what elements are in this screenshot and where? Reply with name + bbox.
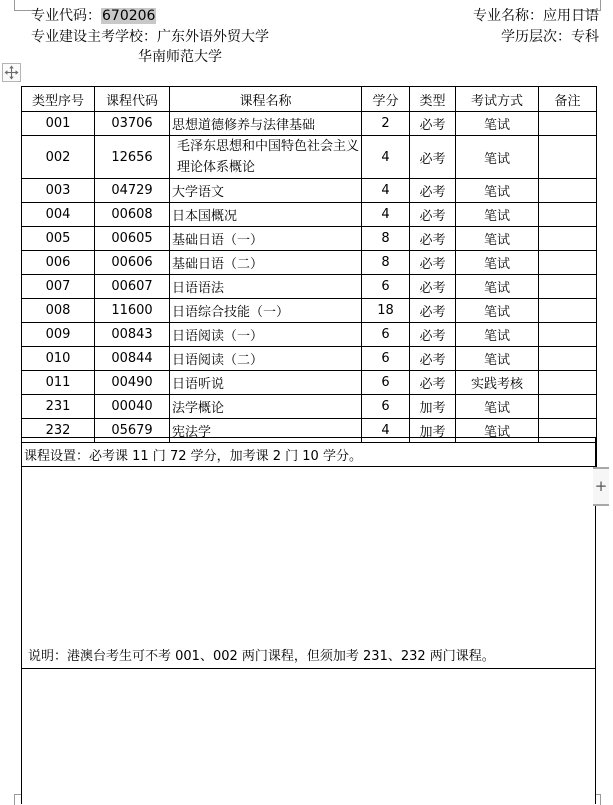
table-row: [22, 323, 597, 347]
cell-seq: 004: [22, 203, 95, 227]
cell-seq: 231: [22, 395, 95, 419]
cell-name: 日本国概况: [170, 203, 362, 227]
cell-credit: 4: [362, 136, 410, 179]
cell-type: 必考: [410, 299, 456, 323]
education-level-label: 学历层次：: [501, 29, 571, 45]
cell-seq: 232: [22, 419, 95, 443]
cell-type: 必考: [410, 179, 456, 203]
cell-name: 法学概论: [170, 395, 362, 419]
table-row: [22, 251, 597, 275]
col-header-name: 课程名称: [170, 87, 362, 112]
cell-credit: 6: [362, 275, 410, 299]
education-level-value: 专科: [571, 29, 599, 45]
cell-seq: 008: [22, 299, 95, 323]
cell-seq: 005: [22, 227, 95, 251]
cell-type: 必考: [410, 323, 456, 347]
cell-credit: 6: [362, 371, 410, 395]
cell-type: 必考: [410, 227, 456, 251]
course-table-body: [22, 112, 597, 443]
cell-seq: 010: [22, 347, 95, 371]
cell-type: 必考: [410, 347, 456, 371]
table-row: [22, 299, 597, 323]
move-cross-icon: [3, 64, 20, 81]
col-header-note: 备注: [539, 87, 597, 112]
major-code-value[interactable]: 670206: [102, 8, 156, 24]
table-row: [22, 395, 597, 419]
course-table-header-row: [22, 87, 597, 112]
cell-name: 基础日语（二）: [170, 251, 362, 275]
course-table-foot: [22, 443, 597, 467]
cell-type: 必考: [410, 136, 456, 179]
col-header-exam: 考试方式: [456, 87, 539, 112]
cell-type: 必考: [410, 275, 456, 299]
cell-credit: 8: [362, 251, 410, 275]
major-name-value: 应用日语: [543, 8, 599, 24]
cell-note: [539, 203, 597, 227]
cell-name: 大学语文: [170, 179, 362, 203]
cell-seq: 002: [22, 136, 95, 179]
cell-code: 00843: [95, 323, 170, 347]
cell-exam: 笔试: [456, 347, 539, 371]
cell-credit: 8: [362, 227, 410, 251]
cell-code: 05679: [95, 419, 170, 443]
course-table-head: [22, 87, 597, 112]
cell-note: [539, 299, 597, 323]
course-table-wrapper: [21, 86, 596, 467]
cell-seq: 006: [22, 251, 95, 275]
cell-type: 加考: [410, 395, 456, 419]
cell-exam: 笔试: [456, 203, 539, 227]
cell-credit: 4: [362, 203, 410, 227]
cell-exam: 笔试: [456, 112, 539, 136]
cell-seq: 003: [22, 179, 95, 203]
cell-note: [539, 371, 597, 395]
cell-code: 00844: [95, 347, 170, 371]
cell-code: 12656: [95, 136, 170, 179]
cell-seq: 001: [22, 112, 95, 136]
cell-note: [539, 136, 597, 179]
cell-credit: 4: [362, 179, 410, 203]
cell-seq: 011: [22, 371, 95, 395]
cell-exam: 笔试: [456, 227, 539, 251]
cell-credit: 6: [362, 395, 410, 419]
cell-code: 00605: [95, 227, 170, 251]
col-header-code: 课程代码: [95, 87, 170, 112]
cell-exam: 笔试: [456, 419, 539, 443]
cell-name: 日语听说: [170, 371, 362, 395]
col-header-credit: 学分: [362, 87, 410, 112]
table-row: [22, 371, 597, 395]
table-row: [22, 179, 597, 203]
cell-seq: 007: [22, 275, 95, 299]
note-divider: [21, 668, 596, 669]
cell-name: [170, 136, 362, 179]
course-summary-cell: 课程设置：必考课 11 门 72 学分，加考课 2 门 10 学分。: [22, 443, 597, 467]
table-row: [22, 347, 597, 371]
cell-type: 必考: [410, 112, 456, 136]
cell-exam: 笔试: [456, 179, 539, 203]
col-header-type: 类型: [410, 87, 456, 112]
cell-code: 00607: [95, 275, 170, 299]
cell-name: 日语阅读（一）: [170, 323, 362, 347]
cell-note: [539, 112, 597, 136]
host-school-second-value: 华南师范大学: [138, 49, 222, 65]
cell-note: [539, 323, 597, 347]
host-school-group: [31, 27, 269, 47]
major-name-group: [473, 6, 599, 26]
table-row: [22, 275, 597, 299]
cell-note: [539, 395, 597, 419]
cell-type: 必考: [410, 371, 456, 395]
major-code-label: 专业代码：: [31, 8, 101, 24]
cell-note: [539, 419, 597, 443]
cell-credit: 4: [362, 419, 410, 443]
cell-exam: 笔试: [456, 395, 539, 419]
cell-code: 00608: [95, 203, 170, 227]
cell-seq: 009: [22, 323, 95, 347]
cell-name: 日语综合技能（一）: [170, 299, 362, 323]
col-header-seq: 类型序号: [22, 87, 95, 112]
course-table: [21, 86, 597, 467]
cell-note: [539, 179, 597, 203]
cell-note: [539, 347, 597, 371]
cell-note: [539, 251, 597, 275]
cell-exam: 笔试: [456, 323, 539, 347]
course-name-text: 毛泽东思想和中国特色社会主义 理论体系概论: [170, 136, 361, 178]
cell-code: 11600: [95, 299, 170, 323]
cell-code: 03706: [95, 112, 170, 136]
host-school-label: 专业建设主考学校：: [31, 29, 157, 45]
cell-type: 必考: [410, 251, 456, 275]
host-school-value: 广东外语外贸大学: [157, 29, 269, 45]
cell-exam: 笔试: [456, 275, 539, 299]
table-move-handle[interactable]: [2, 63, 21, 82]
add-row-handle[interactable]: +: [593, 467, 609, 506]
cell-type: 加考: [410, 419, 456, 443]
course-name-text-line2: 理论体系概论: [177, 160, 256, 175]
cell-name: 思想道德修养与法律基础: [170, 112, 362, 136]
cell-type: 必考: [410, 203, 456, 227]
table-row: [22, 136, 597, 179]
education-level-group: [501, 27, 599, 47]
cell-code: 00606: [95, 251, 170, 275]
table-row: [22, 112, 597, 136]
table-note: 说明：港澳台考生可不考 001、002 两门课程，但须加考 231、232 两门课程。: [28, 649, 495, 664]
table-row: [22, 419, 597, 443]
cell-name: 日语阅读（二）: [170, 347, 362, 371]
table-row: [22, 203, 597, 227]
cell-exam: 笔试: [456, 251, 539, 275]
cell-name: 基础日语（一）: [170, 227, 362, 251]
cell-exam: 笔试: [456, 299, 539, 323]
cell-name: 日语语法: [170, 275, 362, 299]
cell-note: [539, 275, 597, 299]
cell-credit: 2: [362, 112, 410, 136]
table-row: [22, 227, 597, 251]
cell-exam: 实践考核: [456, 371, 539, 395]
cell-exam: 笔试: [456, 136, 539, 179]
major-name-label: 专业名称：: [473, 8, 543, 24]
cell-note: [539, 227, 597, 251]
cell-code: 00040: [95, 395, 170, 419]
major-code-group: [31, 6, 156, 26]
cell-credit: 18: [362, 299, 410, 323]
cell-credit: 6: [362, 323, 410, 347]
table-blank-body-block: [21, 437, 596, 804]
cell-name: 宪法学: [170, 419, 362, 443]
cell-credit: 6: [362, 347, 410, 371]
cell-code: 00490: [95, 371, 170, 395]
course-summary-row: [22, 443, 597, 467]
cell-code: 04729: [95, 179, 170, 203]
